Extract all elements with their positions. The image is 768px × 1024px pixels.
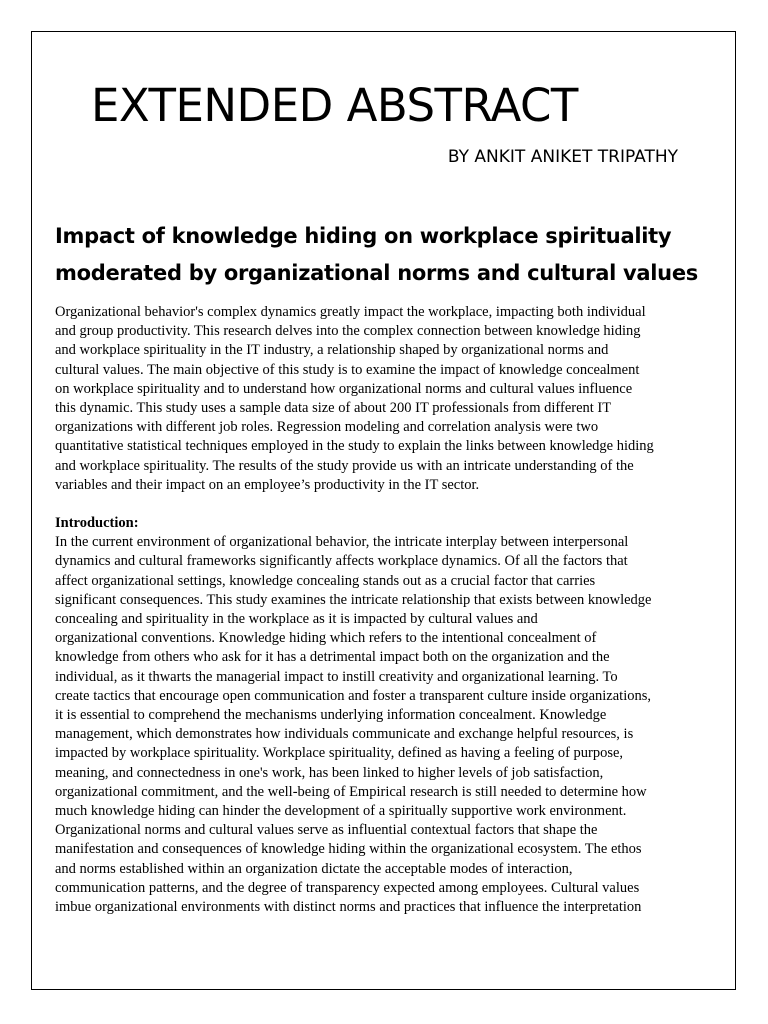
- introduction-line: communication patterns, and the degree of transparency expected among employees. Cultural values: [55, 879, 640, 896]
- abstract-line: cultural values. The main objective of this study is to examine the impact of knowledge concealment: [55, 361, 640, 378]
- introduction-line: management, which demonstrates how individuals communicate and exchange helpful resources, is: [55, 726, 634, 743]
- introduction-line: individual, as it thwarts the managerial impact to instill creativity and organizational learning. To: [55, 668, 618, 685]
- document-title: EXTENDED ABSTRACT: [91, 79, 578, 132]
- abstract-line: Organizational behavior's complex dynamics greatly impact the workplace, impacting both individual: [55, 304, 646, 320]
- introduction-line: meaning, and connectedness in one's work, has been linked to higher levels of job satisfaction,: [55, 764, 604, 781]
- document-author: BY ANKIT ANIKET TRIPATHY: [447, 147, 678, 167]
- abstract-line: quantitative statistical techniques employed in the study to explain the links between knowledge hiding: [55, 438, 654, 455]
- introduction-line: In the current environment of organizational behavior, the intricate interplay between interpersonal: [55, 534, 629, 551]
- abstract-line: organizations with different job roles. Regression modeling and correlation analysis were two: [55, 419, 599, 436]
- introduction-line: organizational commitment, and the well-being of Empirical research is still needed to determine how: [55, 783, 647, 800]
- introduction-line: create tactics that encourage open communication and foster a transparent culture inside organizations,: [55, 687, 652, 704]
- abstract-line: this dynamic. This study uses a sample data size of about 200 IT professionals from different IT: [55, 400, 612, 417]
- paper-title-line: Impact of knowledge hiding on workplace spirituality: [55, 224, 672, 248]
- abstract-line: on workplace spirituality and to understand how organizational norms and cultural values influence: [55, 380, 633, 397]
- abstract-line: and workplace spirituality in the IT industry, a relationship shaped by organizational norms and: [55, 342, 609, 359]
- abstract-line: variables and their impact on an employee’s productivity in the IT sector.: [55, 476, 480, 493]
- introduction-line: imbue organizational environments with distinct norms and practices that influence the interpretation: [55, 899, 642, 916]
- introduction-heading: Introduction:: [55, 515, 139, 531]
- introduction-line: organizational conventions. Knowledge hiding which refers to the intentional concealment of: [55, 630, 597, 647]
- introduction-line: it is essential to comprehend the mechanisms underlying information concealment. Knowledge: [55, 707, 607, 724]
- abstract-paragraph: [55, 303, 685, 495]
- introduction-line: impacted by workplace spirituality. Workplace spirituality, defined as having a feeling of purpose,: [55, 745, 624, 762]
- introduction-line: concealing and spirituality in the workplace as it is impacted by cultural values and: [55, 611, 538, 628]
- abstract-line: and group productivity. This research delves into the complex connection between knowledge hiding: [55, 323, 641, 340]
- introduction-section: [55, 514, 685, 917]
- introduction-line: much knowledge hiding can hinder the development of a spiritually supportive work environment.: [55, 803, 627, 820]
- introduction-line: Organizational norms and cultural values serve as influential contextual factors that shape the: [55, 822, 598, 839]
- introduction-line: knowledge from others who ask for it has a detrimental impact both on the organization and the: [55, 649, 610, 666]
- introduction-line: and norms established within an organization dictate the acceptable modes of interaction,: [55, 860, 573, 877]
- introduction-line: dynamics and cultural frameworks significantly affects workplace dynamics. Of all the factors that: [55, 553, 628, 570]
- introduction-line: manifestation and consequences of knowledge hiding within the organizational ecosystem. The ethos: [55, 841, 642, 858]
- paper-title: [55, 218, 715, 292]
- abstract-line: and workplace spirituality. The results of the study provide us with an intricate understanding of the: [55, 457, 634, 474]
- introduction-line: affect organizational settings, knowledge concealing stands out as a crucial factor that carries: [55, 572, 596, 589]
- paper-title-line: moderated by organizational norms and cultural values: [55, 261, 698, 285]
- introduction-line: significant consequences. This study examines the intricate relationship that exists between knowledge: [55, 591, 652, 608]
